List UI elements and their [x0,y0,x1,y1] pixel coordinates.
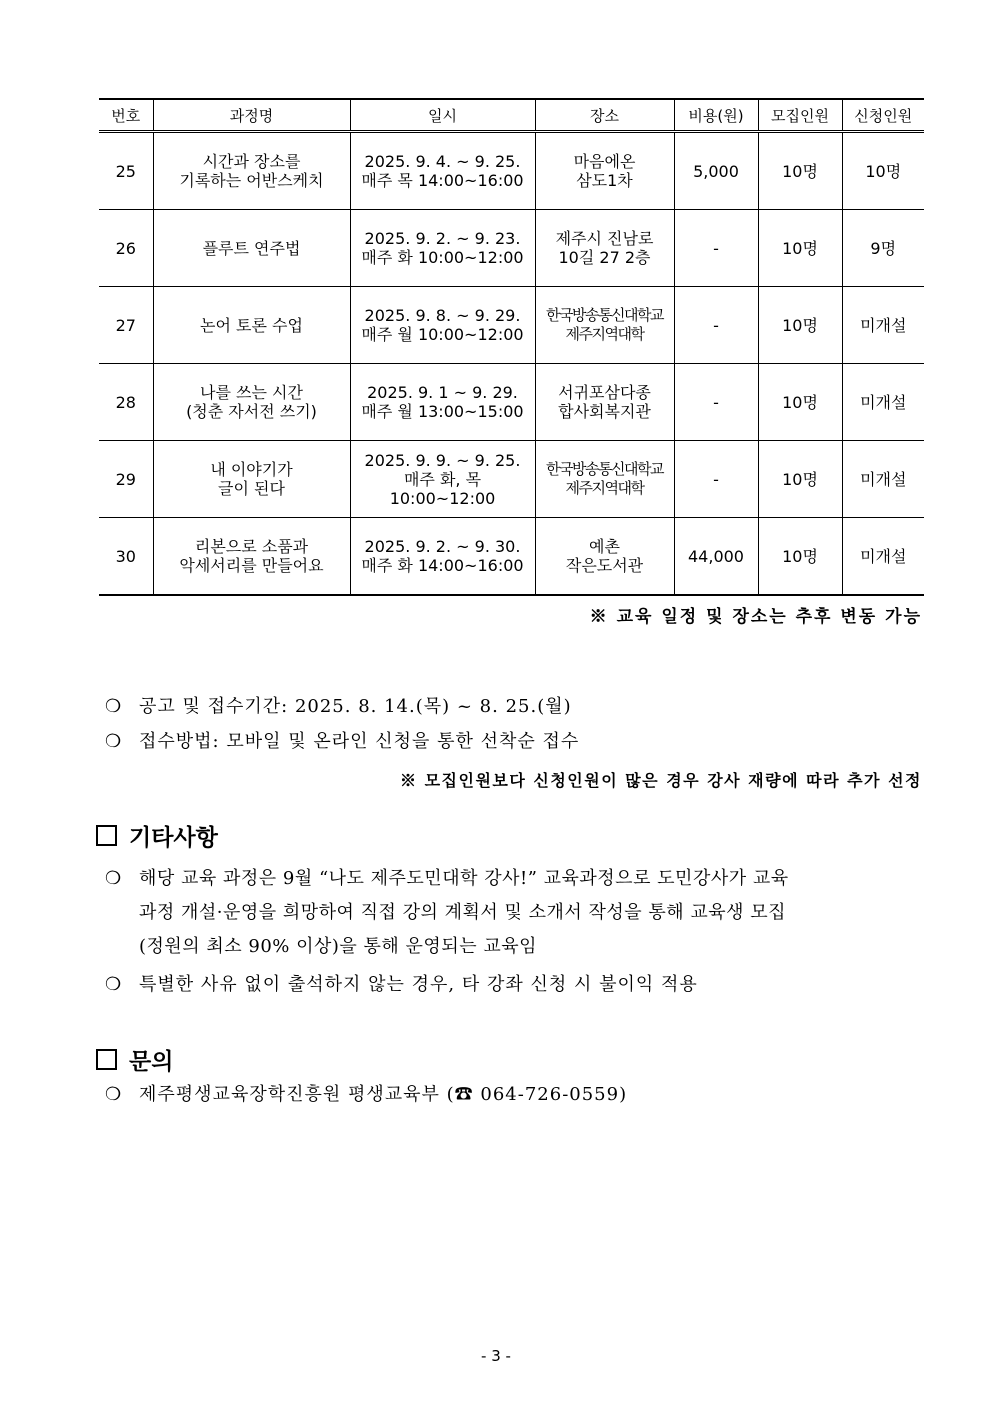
cell-course-name: 플루트 연주법 [153,210,350,287]
etc-item1-line1: 해당 교육 과정은 9월 “나도 제주도민대학 강사!” 교육과정으로 도민강사가 교육 [139,868,789,889]
table-row [99,132,924,210]
table-row [99,287,924,364]
header-no: 번호 [99,99,153,132]
checkbox-square-icon [96,1049,117,1070]
table-row [99,210,924,287]
cell-applied: 미개설 [842,287,924,364]
cell-schedule: 2025. 9. 2. ~ 9. 23. 매주 화 10:00~12:00 [350,210,535,287]
etc-item2-text: 특별한 사유 없이 출석하지 않는 경우, 타 강좌 신청 시 불이익 적용 [139,974,698,995]
cell-no: 29 [99,441,153,518]
cell-course-name: 논어 토론 수업 [153,287,350,364]
section-inquiry-heading [96,1043,173,1076]
cell-recruit: 10명 [758,364,842,441]
cell-no: 26 [99,210,153,287]
cell-course-name: 시간과 장소를 기록하는 어반스케치 [153,132,350,210]
header-place: 장소 [535,99,674,132]
cell-course-name: 내 이야기가 글이 된다 [153,441,350,518]
cell-cost: - [674,364,758,441]
cell-schedule: 2025. 9. 8. ~ 9. 29. 매주 월 10:00~12:00 [350,287,535,364]
cell-cost: - [674,287,758,364]
cell-schedule: 2025. 9. 9. ~ 9. 25. 매주 화, 목 10:00~12:00 [350,441,535,518]
cell-course-name: 나를 쓰는 시간 (청춘 자서전 쓰기) [153,364,350,441]
circle-bullet-icon: ❍ [105,868,122,889]
cell-place: 예촌 작은도서관 [535,518,674,596]
cell-course-name: 리본으로 소품과 악세서리를 만들어요 [153,518,350,596]
cell-place: 한국방송통신대학교 제주지역대학 [535,441,674,518]
header-applied: 신청인원 [842,99,924,132]
header-schedule: 일시 [350,99,535,132]
cell-cost: - [674,210,758,287]
cell-cost: - [674,441,758,518]
table-row [99,441,924,518]
list-item-period [105,690,924,724]
table-row [99,518,924,596]
header-recruit: 모집인원 [758,99,842,132]
page-number: - 3 - [481,1347,511,1365]
list-item-etc-1 [105,862,924,964]
cell-applied: 미개설 [842,441,924,518]
table-row [99,364,924,441]
cell-place: 한국방송통신대학교 제주지역대학 [535,287,674,364]
cell-applied: 10명 [842,132,924,210]
cell-no: 28 [99,364,153,441]
table-header-row [99,99,924,132]
cell-applied: 미개설 [842,364,924,441]
circle-bullet-icon: ❍ [105,974,122,995]
list-item-etc-2 [105,968,924,1002]
cell-schedule: 2025. 9. 4. ~ 9. 25. 매주 목 14:00~16:00 [350,132,535,210]
cell-recruit: 10명 [758,518,842,596]
checkbox-square-icon [96,825,117,846]
cell-place: 마음에온 삼도1차 [535,132,674,210]
circle-bullet-icon: ❍ [105,1084,122,1105]
cell-cost: 5,000 [674,132,758,210]
inquiry-contact-text: 제주평생교육장학진흥원 평생교육부 (☎ 064-726-0559) [139,1084,628,1105]
list-item-method [105,725,924,759]
cell-applied: 9명 [842,210,924,287]
cell-no: 25 [99,132,153,210]
cell-recruit: 10명 [758,210,842,287]
cell-applied: 미개설 [842,518,924,596]
header-cost: 비용(원) [674,99,758,132]
cell-no: 30 [99,518,153,596]
cell-place: 서귀포삼다종 합사회복지관 [535,364,674,441]
cell-recruit: 10명 [758,132,842,210]
course-table [99,98,924,596]
cell-schedule: 2025. 9. 1 ~ 9. 29. 매주 월 13:00~15:00 [350,364,535,441]
apply-method-text: 접수방법: 모바일 및 온라인 신청을 통한 선착순 접수 [139,731,580,752]
etc-item1-line2: 과정 개설·운영을 희망하여 직접 강의 계획서 및 소개서 작성을 통해 교육생 모집 [139,902,787,923]
cell-recruit: 10명 [758,287,842,364]
table-note: ※ 교육 일정 및 장소는 추후 변동 가능 [589,607,922,627]
list-item-inquiry [105,1078,924,1112]
cell-schedule: 2025. 9. 2. ~ 9. 30. 매주 화 14:00~16:00 [350,518,535,596]
cell-cost: 44,000 [674,518,758,596]
cell-place: 제주시 진남로 10길 27 2층 [535,210,674,287]
apply-period-text: 공고 및 접수기간: 2025. 8. 14.(목) ~ 8. 25.(월) [139,696,572,717]
etc-item1-line3: (정원의 최소 90% 이상)을 통해 운영되는 교육임 [139,936,537,957]
apply-note: ※ 모집인원보다 신청인원이 많은 경우 강사 재량에 따라 추가 선정 [400,771,922,790]
header-course-name: 과정명 [153,99,350,132]
cell-recruit: 10명 [758,441,842,518]
section-inquiry-title: 문의 [129,1049,174,1075]
cell-no: 27 [99,287,153,364]
section-etc-heading [96,819,218,852]
circle-bullet-icon: ❍ [105,731,122,752]
circle-bullet-icon: ❍ [105,696,122,717]
section-etc-title: 기타사항 [129,825,218,851]
